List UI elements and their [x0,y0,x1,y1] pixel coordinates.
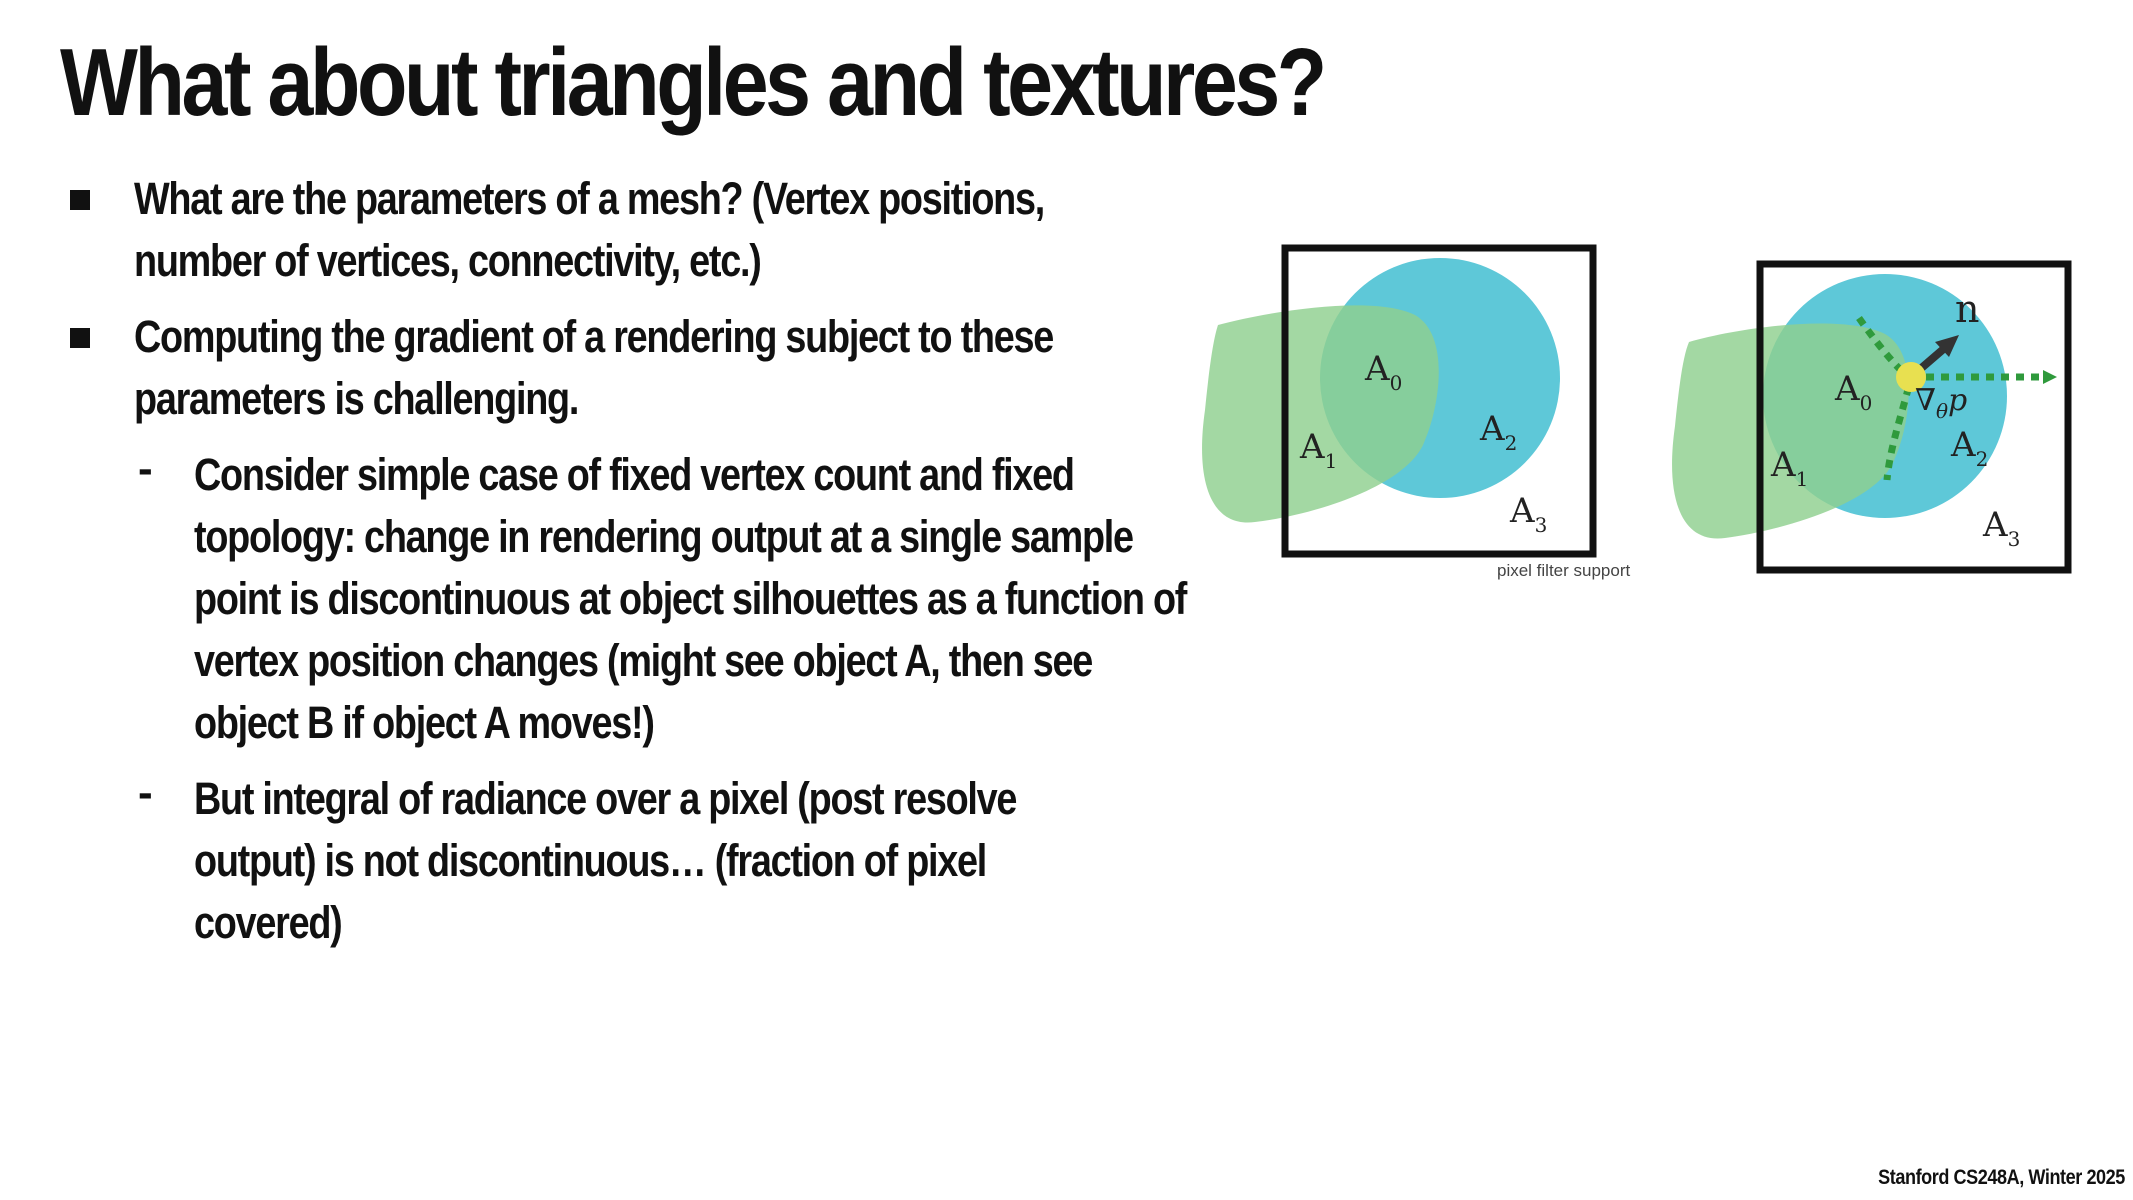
label-a0: $A_0$ [1365,349,1403,395]
bullet-item [64,168,1164,292]
dotted-arrow-head-icon [2043,370,2057,384]
slide-footer: Stanford CS248A, Winter 2025 [1878,1166,2125,1189]
square-bullet-icon [70,328,90,348]
label-a2: $A_2$ [1480,409,1518,455]
dash-bullet-icon: - [138,444,153,493]
bullet-text: Computing the gradient of a rendering subject to these parameters is challenging. [134,311,1054,424]
label-a1: $A_1$ [1300,427,1338,473]
label-a2: $A_2$ [1951,425,1989,471]
bullet-text: What are the parameters of a mesh? (Vertex positions, number of vertices, connectivity, etc.) [134,173,1045,286]
label-a1: $A_1$ [1771,445,1809,491]
label-a3: $A_3$ [1510,491,1548,537]
label-n: n [1955,287,1980,331]
dash-bullet-icon: - [138,768,153,817]
label-a3: $A_3$ [1983,505,2021,551]
bullet-item [64,306,1164,430]
coverage-diagram-left [1195,230,1635,590]
label-gradient: $\nabla_\theta p$ [1915,383,1968,423]
square-bullet-icon [70,190,90,210]
sub-bullet-item [64,768,1164,954]
sub-bullet-text: Consider simple case of fixed vertex count and fixed topology: change in rendering output at a single sample point is discontinuous at object silhouettes as a function of vertex position changes (might see object A, then see object B if object A moves!) [194,449,1187,748]
coverage-diagram-right [1665,230,2085,590]
label-a0: $A_0$ [1835,369,1873,415]
pixel-filter-caption: pixel filter support [1497,561,1631,580]
sub-bullet-text: But integral of radiance over a pixel (post resolve output) is not discontinuous… (fraction of pixel covered) [194,773,1017,948]
sub-bullet-item [64,444,1187,754]
bullet-list [64,168,1187,968]
slide-title: What about triangles and textures? [60,29,1324,136]
